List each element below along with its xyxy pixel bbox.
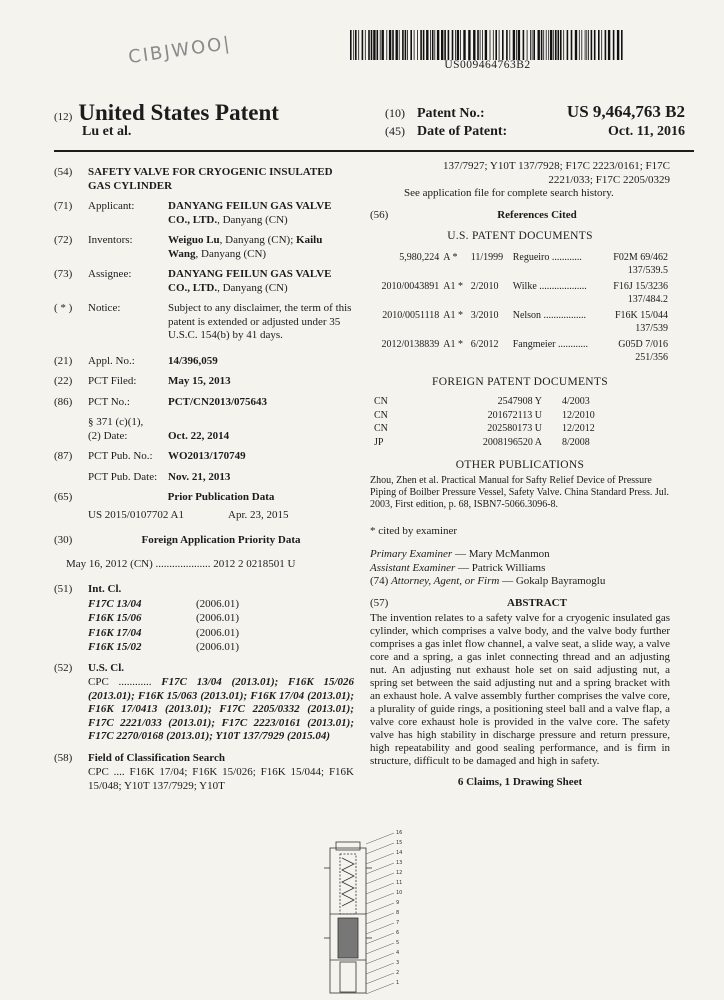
- barcode-bar: [605, 30, 607, 60]
- barcode-bar: [482, 30, 483, 60]
- invention-title: SAFETY VALVE FOR CRYOGENIC INSULATED GAS CYLINDER: [88, 166, 333, 192]
- us-ref-row: [370, 250, 670, 279]
- foreign-ref-row: [370, 395, 599, 409]
- reference-numeral: 12: [396, 870, 403, 876]
- barcode-bar: [518, 30, 520, 60]
- barcode-bar: [601, 30, 602, 60]
- cited-by-examiner: * cited by examiner: [370, 524, 458, 537]
- foreign-refs-table: [370, 395, 599, 449]
- patent-title-block: [54, 100, 279, 126]
- barcode-bar: [513, 30, 515, 60]
- foreign-number: 202580173 U: [487, 423, 542, 434]
- priority-line: May 16, 2012 (CN) .................... 2012 2 0218501 U: [66, 557, 296, 570]
- barcode-bar: [377, 30, 379, 60]
- barcode-bar: [506, 30, 508, 60]
- barcode-bar: [563, 30, 564, 60]
- cpc-classifications: F17C 13/04 (2013.01); F16K 15/026 (2013.01); F16K 15/063 (2013.01); F16K 17/04 (2013.01); F16K 17/0413 (2013.01); F17C 2205/0332 (2013.01); F17C 2221/033 (2013.01); F17C 2223/0161 (2013.01); F17C 2270/0168 (2013.01); Y10T 137/7929 (2015.04): [88, 676, 354, 742]
- cpc-row: [54, 676, 354, 744]
- barcode-bar: [417, 30, 418, 60]
- barcode-bar: [371, 30, 373, 60]
- barcode-bar: [452, 30, 454, 60]
- reference-numeral: 14: [396, 850, 403, 856]
- leader-line: [366, 843, 394, 854]
- patent-number-block: [385, 102, 685, 146]
- code: (58): [54, 751, 73, 764]
- barcode-bar: [477, 30, 479, 60]
- barcode-bar: [392, 30, 394, 60]
- foreign-number: 2547908 Y: [497, 396, 542, 407]
- ref-subclass: 251/356: [635, 352, 668, 363]
- ref-number: 5,980,224: [399, 251, 440, 263]
- field-54: [54, 166, 354, 193]
- cpc-label: CPC ............: [88, 676, 152, 688]
- foreign-number: 2008196520 A: [482, 436, 542, 448]
- leader-line: [366, 963, 394, 974]
- barcode-bar: [571, 30, 573, 60]
- barcode-bar: [585, 30, 586, 60]
- label: PCT Pub. No.:: [88, 450, 153, 462]
- attorney: — Gokalp Bayramoglu: [502, 575, 606, 587]
- reference-numeral: 3: [396, 960, 400, 966]
- int-cl-code: F16K 17/04: [88, 626, 142, 639]
- barcode-bar: [432, 30, 434, 60]
- leader-line: [366, 873, 394, 884]
- priority-title: Foreign Application Priority Data: [141, 534, 301, 546]
- barcode-bar: [355, 30, 357, 60]
- barcode-bar: [490, 30, 491, 60]
- foreign-date: 12/2012: [562, 423, 595, 434]
- int-cl-version: (2006.01): [196, 626, 240, 639]
- foreign-date: 8/2008: [562, 436, 590, 448]
- search-continuation: 137/7927; Y10T 137/7928; F17C 2223/0161; F17C 2221/033; F17C 2205/0329: [442, 160, 670, 186]
- leader-line: [366, 853, 394, 864]
- barcode-bar: [546, 30, 547, 60]
- ref-date: 2/2010: [470, 280, 499, 292]
- barcode-bar: [485, 30, 487, 60]
- field-52: [54, 662, 354, 676]
- barcode-bar: [538, 30, 540, 60]
- label: Assignee:: [88, 268, 132, 280]
- field-72: [54, 234, 354, 261]
- code-10: (10): [385, 106, 405, 120]
- foreign-date: 4/2003: [562, 396, 590, 407]
- leader-line: [366, 973, 394, 984]
- reference-numeral: 1: [396, 980, 400, 986]
- attorney-label: Attorney, Agent, or Firm: [391, 575, 500, 587]
- barcode-bar: [444, 30, 446, 60]
- ref-date: 11/1999: [470, 251, 504, 263]
- other-pubs-title: OTHER PUBLICATIONS: [455, 459, 585, 471]
- code: (22): [54, 375, 73, 387]
- barcode-bar: [493, 30, 494, 60]
- assistant-examiner-label: Assistant Examiner: [370, 561, 456, 574]
- barcode-bar: [553, 30, 554, 60]
- barcode-bar: [389, 30, 391, 60]
- barcode-bar: [468, 30, 470, 60]
- pct-filed: May 15, 2013: [168, 375, 231, 387]
- barcode-bar: [460, 30, 461, 60]
- code: (56): [370, 208, 389, 221]
- leader-line: [366, 903, 394, 914]
- barcode-bar: [613, 30, 615, 60]
- barcode-bar: [532, 30, 533, 60]
- barcode-bar: [567, 30, 569, 60]
- int-cl-row: [88, 627, 239, 642]
- us-ref-row: [370, 308, 670, 337]
- int-cl-version: (2006.01): [196, 612, 240, 624]
- us-ref-row: [370, 279, 670, 308]
- barcode-bar: [530, 30, 531, 60]
- label: Applicant:: [88, 200, 135, 212]
- barcode-bar: [396, 30, 398, 60]
- ref-kind: A1 *: [443, 338, 464, 350]
- barcode-bar: [523, 30, 525, 60]
- date-label: Date of Patent:: [417, 124, 508, 139]
- code: (72): [54, 234, 73, 246]
- field-pct-pub-date: [54, 471, 354, 485]
- prior-pub-date: Apr. 23, 2015: [228, 508, 289, 521]
- pct-pub-no: WO2013/170749: [168, 450, 246, 462]
- barcode-bar: [598, 30, 600, 60]
- bibliographic-column: [54, 166, 354, 800]
- int-cl-row: [88, 612, 239, 627]
- barcode-bar: [541, 30, 543, 60]
- int-cl-code: F16K 15/06: [88, 612, 142, 624]
- date-371: Oct. 22, 2014: [168, 429, 230, 442]
- barcode-bar: [594, 30, 596, 60]
- barcode-bar: [405, 30, 407, 60]
- label: PCT No.:: [88, 395, 130, 408]
- barcode-bar: [555, 30, 557, 60]
- leader-line: [366, 943, 394, 954]
- field-86: [54, 396, 354, 410]
- barcode-bar: [560, 30, 562, 60]
- barcode-bar: [581, 30, 582, 60]
- ref-kind: A1 *: [443, 280, 464, 292]
- inventor-1-loc: , Danyang (CN);: [219, 234, 297, 246]
- barcode-bar: [608, 30, 610, 60]
- ref-name: Regueiro ............: [512, 251, 582, 263]
- abstract-text: The invention relates to a safety valve for a cryogenic insulated gas cylinder, which comprises a valve body, and the valve body further comprises a gas inlet flow channel, a valve seat, a slide way, a valve core and a spring, a gas inlet connecting thread and an adjusting nut. An adjusting nut exhaust hole set on said adjusting nut, a spring set between the said adjusting nut and a spring bracket with an exhaust hole. A valve assembly further comprises the valve core, a plurality of guide rings, a positioning steel ball and a valve flap, a valve core exhaust hole is provided in the valve core. The safety valve has high stability in discharge pressure and return pressure, high repeatability and good sealing performance, and is firm in structure, difficult to be damaged and high in safety.: [370, 612, 670, 767]
- assignee-location: , Danyang (CN): [217, 281, 288, 294]
- prior-pub-row: [54, 509, 354, 523]
- field-87: [54, 450, 354, 464]
- field-71: [54, 200, 354, 227]
- reference-numeral: 5: [396, 940, 400, 946]
- ref-date: 3/2010: [470, 309, 499, 321]
- barcode-bar: [365, 30, 366, 60]
- code: (87): [54, 450, 73, 462]
- ref-number: 2010/0051118: [382, 309, 440, 321]
- reference-numeral: 9: [396, 900, 400, 906]
- barcode-bar: [430, 30, 431, 60]
- primary-examiner-label: Primary Examiner: [370, 548, 453, 560]
- inventor-2-loc: , Danyang (CN): [195, 247, 267, 260]
- patent-number: US 9,464,763 B2: [566, 102, 685, 121]
- ref-subclass: 137/539: [635, 323, 668, 334]
- assignee-name: DANYANG FEILUN GAS VALVE CO., LTD.: [168, 268, 332, 294]
- foreign-ref-row: [370, 436, 599, 450]
- barcode-bar: [579, 30, 580, 60]
- label-371-date: (2) Date:: [88, 429, 128, 442]
- int-cl-table: [88, 598, 239, 656]
- barcode-bar: [350, 30, 352, 60]
- leader-line: [366, 883, 394, 894]
- inventor-1: Weiguo Lu: [168, 234, 220, 246]
- barcode-bar: [550, 30, 552, 60]
- barcode-bar: [586, 30, 587, 60]
- attorney-code: (74): [370, 575, 389, 587]
- code: (21): [54, 354, 73, 367]
- field-30: [54, 534, 354, 548]
- ref-name: Fangmeier ............: [512, 338, 588, 350]
- applicant-location: , Danyang (CN): [217, 213, 288, 226]
- appl-no: 14/396,059: [168, 354, 218, 367]
- ref-name: Wilke ...................: [512, 280, 587, 292]
- ref-date: 6/2012: [470, 338, 499, 350]
- us-ref-row: [370, 337, 670, 366]
- references-column: [370, 160, 670, 790]
- label-371: § 371 (c)(1),: [88, 416, 144, 428]
- us-refs-table: [370, 250, 670, 366]
- leader-line: [366, 913, 394, 924]
- barcode-bar: [448, 30, 450, 60]
- document-type: United States Patent: [78, 100, 279, 125]
- valve-drawing: [300, 828, 420, 1000]
- barcode-bar: [588, 30, 589, 60]
- leader-line: [366, 953, 394, 964]
- leader-line: [366, 983, 394, 994]
- field-65: [54, 491, 354, 505]
- code: (65): [54, 491, 73, 503]
- barcode-bar: [362, 30, 364, 60]
- barcode-bar: [382, 30, 384, 60]
- other-pubs-text: Zhou, Zhen et al. Practical Manual for Safty Relief Device of Pressure Piping of Boilber Pressure Vessel, Safety Valve. China Standard Press. Jul. 2003, First edition, p. 68, ISBN7-5066.3096-8.: [370, 474, 670, 510]
- foreign-docs-title: FOREIGN PATENT DOCUMENTS: [432, 375, 608, 388]
- field-21: [54, 355, 354, 369]
- code: (52): [54, 661, 73, 674]
- barcode-bar: [441, 30, 443, 60]
- barcode-bar: [353, 30, 354, 60]
- barcode-bar: [543, 30, 544, 60]
- abstract-title: ABSTRACT: [507, 596, 567, 609]
- foreign-country: CN: [374, 396, 388, 407]
- barcode-number: US009464763B2: [444, 59, 531, 71]
- ref-class: G05D 7/016: [618, 338, 668, 350]
- ref-subclass: 137/539.5: [627, 265, 668, 276]
- field-notice: [54, 302, 354, 343]
- barcode-bar: [495, 30, 497, 60]
- barcode-bar: [473, 30, 475, 60]
- ref-kind: A *: [443, 251, 458, 263]
- reference-numeral: 2: [396, 970, 400, 976]
- barcode-bar: [386, 30, 387, 60]
- barcode: [350, 30, 625, 60]
- barcode-bar: [502, 30, 504, 60]
- foreign-date: 12/2010: [562, 409, 595, 421]
- leader-line: [366, 893, 394, 904]
- leader-line: [366, 833, 394, 844]
- barcode-bar: [368, 30, 370, 60]
- label: Notice:: [88, 302, 121, 314]
- header-divider: [54, 150, 694, 152]
- barcode-bar: [558, 30, 560, 60]
- leader-line: [366, 923, 394, 934]
- barcode-bar: [437, 30, 439, 60]
- reference-numeral: 16: [396, 830, 403, 836]
- int-cl-code: F17C 13/04: [88, 597, 142, 610]
- barcode-bar: [575, 30, 577, 60]
- field-22: [54, 375, 354, 389]
- refs-cited-title: References Cited: [497, 208, 577, 221]
- ref-class: F02M 69/462: [613, 251, 668, 263]
- field-57: [370, 597, 670, 611]
- ref-number: 2012/0138839: [381, 338, 440, 350]
- barcode-bar: [414, 30, 415, 60]
- search-field-row: [54, 766, 354, 793]
- pct-pub-date: Nov. 21, 2013: [168, 470, 231, 483]
- patent-date: Oct. 11, 2016: [608, 124, 685, 139]
- reference-numeral: 6: [396, 930, 400, 936]
- field-56: [370, 209, 670, 223]
- code: (71): [54, 200, 73, 212]
- ref-subclass: 137/484.2: [627, 294, 668, 305]
- primary-examiner: — Mary McManmon: [454, 548, 550, 560]
- reference-numeral: 8: [396, 910, 400, 916]
- barcode-bar: [516, 30, 517, 60]
- label: PCT Filed:: [88, 375, 137, 387]
- reference-numeral: 7: [396, 920, 400, 926]
- reference-numeral: 10: [396, 890, 403, 896]
- code: ( * ): [54, 302, 73, 314]
- ref-class: F16J 15/3236: [613, 280, 668, 292]
- code: (57): [370, 596, 389, 609]
- barcode-bar: [457, 30, 459, 60]
- barcode-bar: [426, 30, 428, 60]
- us-cl-title: U.S. Cl.: [88, 661, 125, 674]
- label: PCT Pub. Date:: [88, 470, 158, 483]
- prior-pub-number: US 2015/0107702 A1: [88, 508, 184, 521]
- foreign-ref-row: [370, 409, 599, 423]
- label: Appl. No.:: [88, 354, 135, 367]
- code-12: (12): [54, 111, 73, 123]
- inventors-short: Lu et al.: [82, 124, 132, 139]
- barcode-bar: [548, 30, 549, 60]
- ref-number: 2010/0043891: [381, 280, 440, 292]
- code: (86): [54, 395, 73, 408]
- barcode-bar: [455, 30, 456, 60]
- ref-class: F16K 15/044: [614, 309, 668, 321]
- code: (30): [54, 534, 73, 546]
- barcode-bar: [480, 30, 481, 60]
- barcode-bar: [423, 30, 425, 60]
- field-371: [54, 416, 354, 443]
- reference-numeral: 4: [396, 950, 400, 956]
- barcode-bar: [621, 30, 623, 60]
- barcode-bar: [407, 30, 408, 60]
- code: (51): [54, 583, 73, 595]
- foreign-ref-row: [370, 422, 599, 436]
- barcode-bar: [527, 30, 528, 60]
- barcode-bar: [434, 30, 435, 60]
- barcode-bar: [533, 30, 535, 60]
- code: (73): [54, 268, 73, 280]
- barcode-bar: [410, 30, 412, 60]
- prior-pub-title: Prior Publication Data: [167, 491, 275, 503]
- leader-line: [366, 933, 394, 944]
- barcode-bar: [402, 30, 404, 60]
- search-field-title: Field of Classification Search: [88, 751, 225, 764]
- foreign-number: 201672113 U: [487, 409, 542, 421]
- claims-count: 6 Claims, 1 Drawing Sheet: [457, 776, 583, 788]
- barcode-bar: [617, 30, 619, 60]
- search-field-text: CPC .... F16K 17/04; F16K 15/026; F16K 15/044; F16K 15/048; Y10T 137/7929; Y10T: [88, 766, 354, 792]
- pct-no: PCT/CN2013/075643: [168, 395, 267, 408]
- foreign-country: JP: [374, 436, 384, 448]
- ref-name: Nelson .................: [512, 309, 587, 321]
- field-58: [54, 752, 354, 766]
- int-cl-row: [88, 641, 239, 656]
- foreign-country: CN: [374, 409, 388, 421]
- notice-text: Subject to any disclaimer, the term of this patent is extended or adjusted under 35 U.S.C. 154(b) by 41 days.: [168, 302, 352, 341]
- barcode-bar: [509, 30, 510, 60]
- leader-line: [366, 863, 394, 874]
- field-73: [54, 268, 354, 295]
- barcode-bar: [499, 30, 500, 60]
- barcode-bar: [380, 30, 381, 60]
- int-cl-row: [88, 598, 239, 613]
- barcode-bar: [358, 30, 359, 60]
- handwritten-note: CIBJWOO|: [127, 32, 233, 69]
- applicant-name: DANYANG FEILUN GAS VALVE CO., LTD.: [168, 200, 332, 226]
- int-cl-version: (2006.01): [196, 641, 240, 653]
- barcode-bar: [373, 30, 375, 60]
- reference-numeral: 15: [396, 840, 403, 846]
- barcode-bar: [399, 30, 400, 60]
- ref-kind: A1 *: [443, 309, 464, 321]
- patent-no-label: Patent No.:: [417, 106, 485, 121]
- us-docs-title: U.S. PATENT DOCUMENTS: [447, 230, 593, 242]
- code: (54): [54, 166, 73, 178]
- reference-numeral: 11: [396, 880, 403, 886]
- barcode-bar: [420, 30, 422, 60]
- label: Inventors:: [88, 234, 133, 246]
- assistant-examiner: — Patrick Williams: [458, 561, 546, 574]
- int-cl-code: F16K 15/02: [88, 641, 142, 653]
- inventor-2: Kailu Wang: [168, 234, 323, 260]
- barcode-bar: [591, 30, 593, 60]
- reference-numeral: 13: [396, 860, 403, 866]
- code-45: (45): [385, 124, 405, 138]
- foreign-country: CN: [374, 423, 388, 434]
- field-51: [54, 583, 354, 597]
- priority-row: [54, 558, 354, 572]
- int-cl-title: Int. Cl.: [88, 583, 122, 595]
- see-application: See application file for complete search history.: [404, 187, 614, 199]
- int-cl-version: (2006.01): [196, 597, 240, 610]
- barcode-bar: [463, 30, 465, 60]
